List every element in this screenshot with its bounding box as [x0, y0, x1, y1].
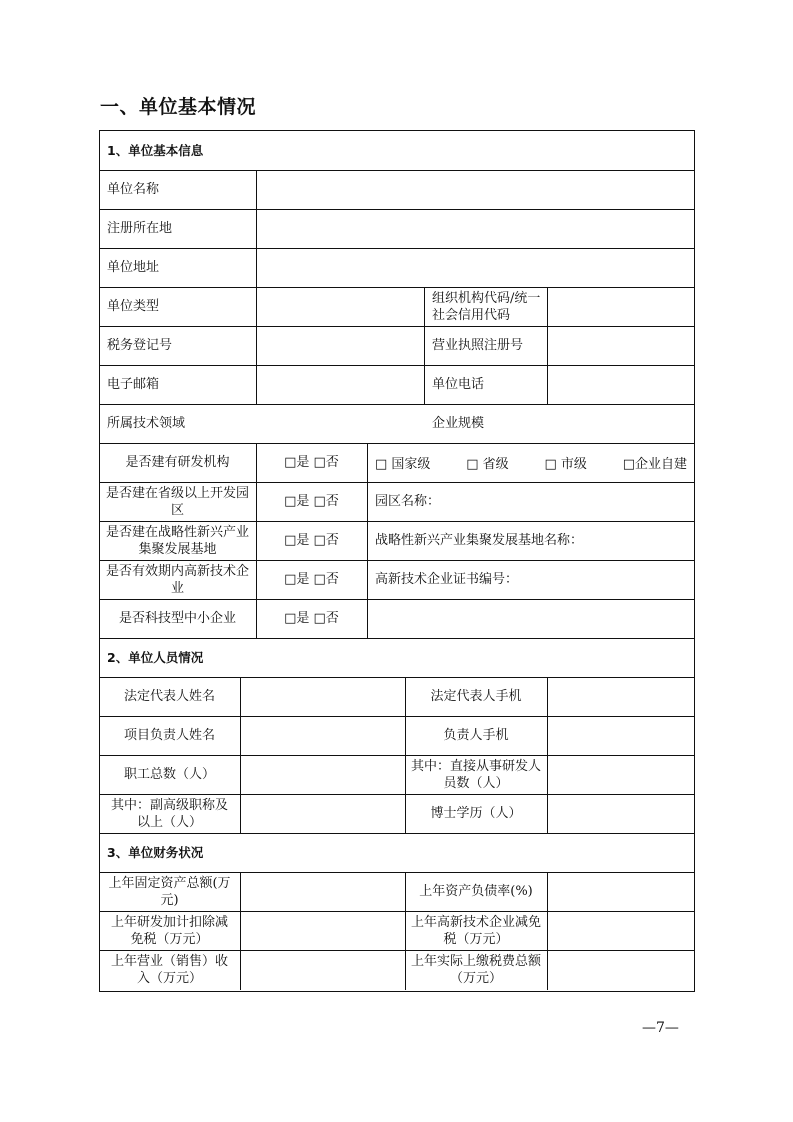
section-finance: 3、单位财务状况: [107, 845, 204, 860]
label-hightech-cert: 高新技术企业证书编号：: [375, 572, 519, 587]
label-sme: 是否科技型中小企业: [118, 611, 236, 626]
label-debt-ratio: 上年资产负债率(%): [419, 884, 533, 899]
label-reg-place: 注册所在地: [107, 221, 173, 236]
section-basic-info: 1、单位基本信息: [107, 142, 204, 158]
col-line: [256, 170, 257, 405]
label-license-no: 营业执照注册号: [432, 338, 524, 353]
label-rd-deduction: 上年研发加计扣除减免税（万元）: [110, 914, 228, 947]
label-rd-staff: 其中：直接从事研发人员数（人）: [411, 758, 542, 791]
col-line: [547, 677, 548, 834]
page-number: —7—: [642, 1020, 679, 1036]
label-base-name: 战略性新兴产业集聚发展基地名称：: [375, 533, 584, 548]
checkbox-rd-yes-no[interactable]: □是 □否: [284, 455, 339, 470]
label-tax-paid: 上年实际上缴税费总额（万元）: [411, 954, 542, 986]
label-unit-type: 单位类型: [107, 299, 160, 314]
label-hightech-tax: 上年高新技术企业减免税（万元）: [411, 914, 542, 947]
label-total-staff: 职工总数（人）: [123, 767, 215, 782]
unit-info-form: [99, 130, 695, 992]
label-senior-title: 其中：副高级职称及以上（人）: [110, 797, 228, 830]
col-line: [240, 872, 241, 990]
checkbox-national[interactable]: □ 国家级: [375, 457, 431, 472]
col-line: [240, 677, 241, 834]
label-email: 电子邮箱: [107, 377, 160, 392]
label-unit-name: 单位名称: [107, 182, 160, 197]
label-park-name: 园区名称：: [375, 494, 441, 509]
checkbox-sme-yes-no[interactable]: □是 □否: [284, 611, 339, 626]
page-heading: 一、单位基本情况: [100, 96, 257, 118]
label-rd-institution: 是否建有研发机构: [125, 455, 230, 470]
label-org-code: 组织机构代码/统一社会信用代码: [432, 290, 541, 323]
label-tax-no: 税务登记号: [107, 338, 173, 353]
label-revenue: 上年营业（销售）收入（万元）: [110, 954, 228, 986]
col-line: [547, 872, 548, 990]
label-legal-name: 法定代表人姓名: [123, 689, 215, 704]
label-dev-park: 是否建在省级以上开发园区: [105, 485, 249, 518]
rd-level-options: [375, 443, 687, 482]
checkbox-provincial[interactable]: □ 省级: [466, 457, 509, 472]
label-legal-phone: 法定代表人手机: [430, 689, 522, 704]
label-scale: 企业规模: [432, 416, 485, 431]
label-tech-field: 所属技术领域: [107, 416, 186, 431]
label-address: 单位地址: [107, 260, 160, 275]
label-hightech: 是否有效期内高新技术企业: [105, 563, 249, 596]
checkbox-self-built[interactable]: □企业自建: [622, 457, 687, 472]
label-lead-phone: 负责人手机: [443, 728, 509, 743]
checkbox-city[interactable]: □ 市级: [544, 457, 587, 472]
col-line: [547, 287, 548, 405]
label-lead-name: 项目负责人姓名: [123, 728, 215, 743]
label-fixed-assets: 上年固定资产总额(万元): [108, 875, 231, 908]
label-phd: 博士学历（人）: [430, 806, 522, 821]
checkbox-hightech-yes-no[interactable]: □是 □否: [284, 572, 339, 587]
label-industry-base: 是否建在战略性新兴产业集聚发展基地: [105, 524, 249, 557]
label-phone: 单位电话: [432, 377, 485, 392]
section-staff: 2、单位人员情况: [107, 650, 204, 665]
checkbox-park-yes-no[interactable]: □是 □否: [284, 494, 339, 509]
checkbox-base-yes-no[interactable]: □是 □否: [284, 533, 339, 548]
